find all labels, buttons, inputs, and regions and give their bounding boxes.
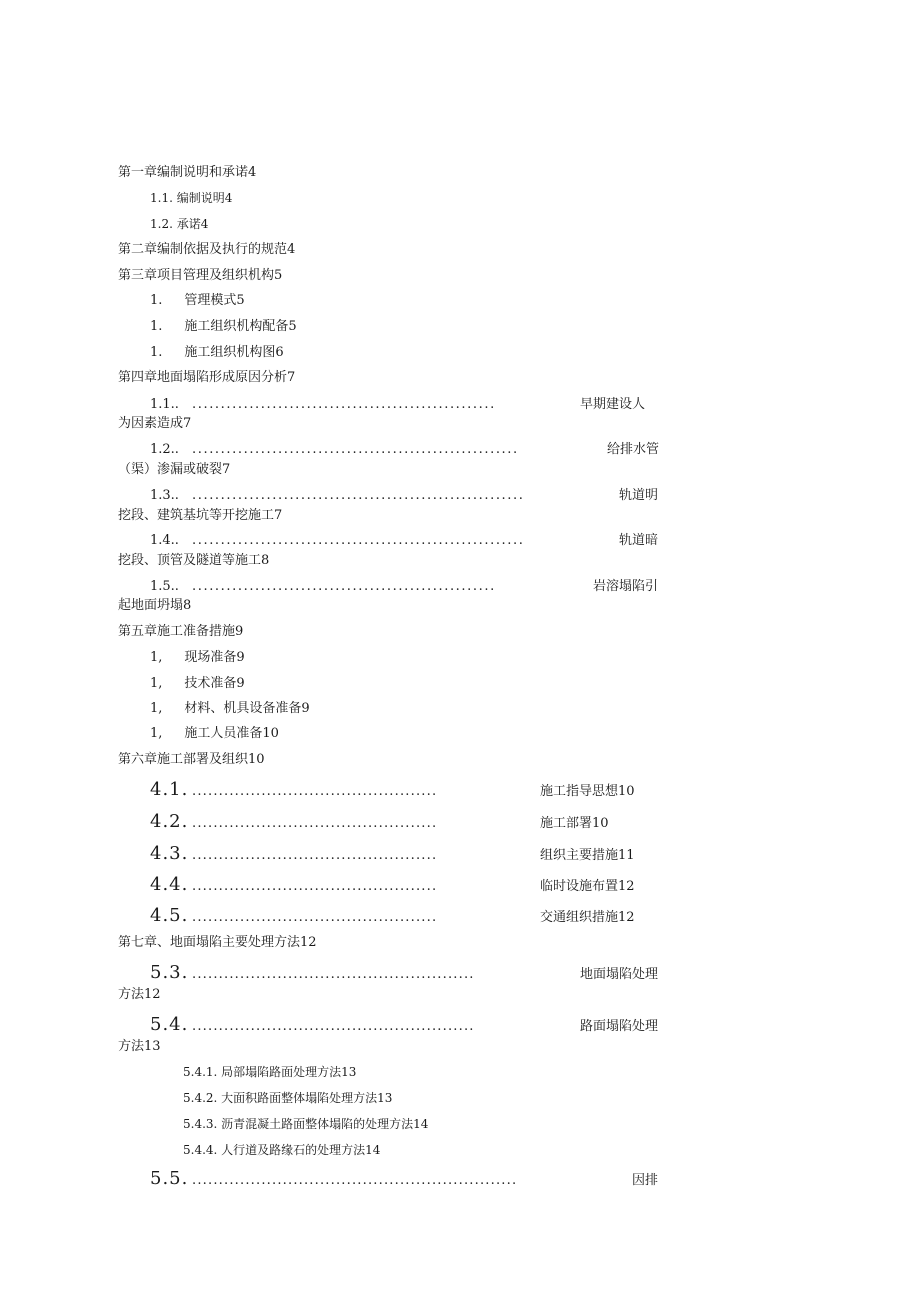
toc-entry-5-4	[150, 726, 279, 742]
toc-entry-7-5-title: 因排	[632, 1173, 659, 1188]
entry-number: 1,	[150, 701, 163, 716]
leader-dots: ..............................................	[192, 848, 438, 863]
toc-entry-3-3	[150, 345, 284, 361]
entry-number: 1,	[150, 726, 163, 741]
toc-entry-4-5-wrap: 起地面坍塌8	[118, 598, 192, 613]
toc-chapter-6: 第六章施工部署及组织10	[118, 752, 265, 767]
toc-entry-7-3-title: 地面塌陷处理	[580, 967, 659, 982]
toc-entry-7-5-number: 5.5.	[150, 1168, 189, 1189]
toc-entry-3-2	[150, 319, 297, 335]
entry-title: 施工人员准备10	[184, 726, 279, 741]
entry-number: 1.	[150, 319, 163, 334]
toc-chapter-1: 第一章编制说明和承诺4	[118, 165, 257, 180]
toc-entry-6-5-number: 4.5.	[150, 905, 189, 926]
toc-entry-5-1	[150, 650, 245, 666]
toc-entry-4-3-number: 1.3..	[150, 488, 179, 503]
toc-entry-6-4-number: 4.4.	[150, 874, 189, 895]
toc-entry-4-4-wrap: 挖段、顶管及隧道等施工8	[118, 553, 270, 568]
entry-number: 1.	[150, 345, 163, 360]
entry-title: 材料、机具设备准备9	[184, 701, 310, 716]
toc-entry-1-1: 1.1. 编制说明4	[150, 191, 233, 205]
entry-title: 施工组织机构配备5	[184, 319, 297, 334]
entry-number: 1,	[150, 650, 163, 665]
toc-entry-7-3-wrap: 方法12	[118, 987, 161, 1002]
toc-entry-6-3-title: 组织主要措施11	[540, 848, 635, 863]
toc-entry-7-4-title: 路面塌陷处理	[580, 1019, 659, 1034]
leader-dots: ..........................................................	[192, 533, 525, 548]
toc-entry-6-1-title: 施工指导思想10	[540, 784, 635, 799]
toc-entry-7-4-2: 5.4.2. 大面积路面整体塌陷处理方法13	[183, 1091, 393, 1105]
leader-dots: .........................................................	[192, 442, 519, 457]
toc-entry-1-2: 1.2. 承诺4	[150, 217, 209, 231]
toc-entry-6-4-title: 临时设施布置12	[540, 879, 635, 894]
entry-title: 现场准备9	[184, 650, 245, 665]
toc-entry-6-2-title: 施工部署10	[540, 816, 609, 831]
toc-entry-7-4-wrap: 方法13	[118, 1039, 161, 1054]
toc-entry-6-5-title: 交通组织措施12	[540, 910, 635, 925]
toc-chapter-5: 第五章施工准备措施9	[118, 624, 244, 639]
leader-dots: ..............................................	[192, 784, 438, 799]
entry-title: 技术准备9	[184, 676, 245, 691]
toc-entry-7-4-1: 5.4.1. 局部塌陷路面处理方法13	[183, 1065, 357, 1079]
toc-entry-6-2-number: 4.2.	[150, 811, 189, 832]
entry-number: 1.	[150, 293, 163, 308]
toc-entry-6-1-number: 4.1.	[150, 779, 189, 800]
toc-entry-4-2-number: 1.2..	[150, 442, 179, 457]
toc-entry-4-5-title: 岩溶塌陷引	[593, 579, 659, 594]
toc-entry-4-1-title: 早期建设人	[580, 397, 646, 412]
toc-chapter-7: 第七章、地面塌陷主要处理方法12	[118, 935, 317, 950]
leader-dots: .............................................................	[192, 1173, 518, 1188]
toc-entry-5-2	[150, 676, 245, 692]
toc-entry-4-3-wrap: 挖段、建筑基坑等开挖施工7	[118, 508, 283, 523]
leader-dots: ..............................................	[192, 910, 438, 925]
toc-entry-4-1-wrap: 为因素造成7	[118, 416, 192, 431]
entry-title: 管理模式5	[184, 293, 245, 308]
toc-entry-4-2-title: 给排水管	[607, 442, 660, 457]
toc-entry-6-3-number: 4.3.	[150, 843, 189, 864]
toc-entry-3-1	[150, 293, 245, 309]
toc-entry-4-4-number: 1.4..	[150, 533, 179, 548]
leader-dots: .....................................................	[192, 967, 475, 982]
toc-entry-7-3-number: 5.3.	[150, 962, 189, 983]
leader-dots: .....................................................	[192, 397, 496, 412]
toc-chapter-4: 第四章地面塌陷形成原因分析7	[118, 370, 296, 385]
toc-entry-7-4-4: 5.4.4. 人行道及路缘石的处理方法14	[183, 1143, 381, 1157]
leader-dots: ..........................................................	[192, 488, 525, 503]
toc-entry-4-4-title: 轨道暗	[619, 533, 659, 548]
leader-dots: ..............................................	[192, 879, 438, 894]
toc-chapter-3: 第三章项目管理及组织机构5	[118, 268, 283, 283]
leader-dots: ..............................................	[192, 816, 438, 831]
toc-entry-4-5-number: 1.5..	[150, 579, 179, 594]
toc-entry-7-4-3: 5.4.3. 沥青混凝土路面整体塌陷的处理方法14	[183, 1117, 429, 1131]
leader-dots: .....................................................	[192, 1019, 475, 1034]
toc-entry-4-3-title: 轨道明	[619, 488, 659, 503]
toc-chapter-2: 第二章编制依据及执行的规范4	[118, 242, 296, 257]
toc-entry-4-1-number: 1.1..	[150, 397, 179, 412]
entry-number: 1,	[150, 676, 163, 691]
entry-title: 施工组织机构图6	[184, 345, 284, 360]
toc-entry-7-4-number: 5.4.	[150, 1014, 189, 1035]
toc-entry-5-3	[150, 701, 310, 717]
leader-dots: .....................................................	[192, 579, 496, 594]
toc-entry-4-2-wrap: （渠）渗漏或破裂7	[118, 462, 231, 477]
